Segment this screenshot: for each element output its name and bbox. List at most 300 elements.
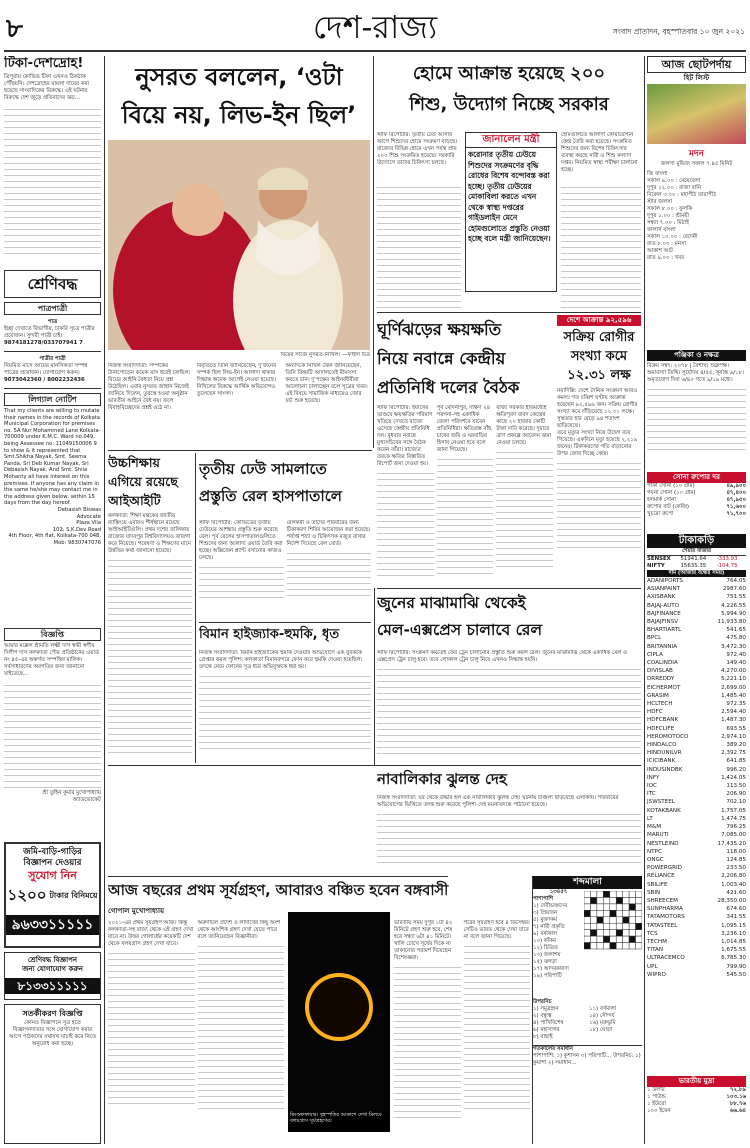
stock-row [647, 618, 746, 626]
crossword-cell[interactable] [597, 930, 603, 936]
crossword-cell[interactable] [597, 891, 603, 897]
panjika [647, 350, 746, 470]
eclipse-body-col1: ২০২১-এর প্রথম সূর্যগ্রহণ আজ। কিন্তু কলকাতা-সহ রাজ্য থেকে এই গ্রহণ দেখা যাবে না। উত্তর গোলার্ধের কয়েকটি দেশ থেকে বলয়গ্রাস গ্রহণ দেখা যাবে। [108, 920, 194, 947]
across-clue: ১) দেবীভক্তদের [533, 903, 568, 909]
across-clue: ১৫) ঝগড়া [533, 959, 557, 965]
gold-price: ৪৯,৯০০ [726, 483, 746, 489]
active-cases-kicker: দেশে আক্রান্ত ৯২,৫৯৬ [557, 315, 641, 326]
crossword-cell[interactable] [603, 930, 609, 936]
stock-row [647, 651, 746, 659]
crossword-cell[interactable] [623, 917, 629, 923]
stock-row [647, 741, 746, 749]
crossword-cell[interactable] [590, 891, 596, 897]
stock-price: 764.05 [726, 578, 746, 584]
stock-price: 2,699.00 [721, 684, 746, 691]
crossword-across-list [533, 903, 584, 980]
solar-eclipse-ring-image [288, 912, 390, 1112]
active-cases-headline: সক্রিয় রোগীর সংখ্যা কমে ১২.৩১ লক্ষ [563, 330, 635, 383]
stock-row [647, 659, 746, 667]
stock-price: 674.60 [726, 906, 746, 913]
stock-price: 1,675.55 [721, 947, 746, 954]
crossword-cell[interactable] [597, 910, 603, 916]
dateline: সংবাদ প্রতিদিন, বৃহস্পতিবার ১০ জুন ২০২১ [612, 28, 745, 35]
crossword-cell[interactable] [623, 897, 629, 903]
crossword-cell[interactable] [616, 910, 622, 916]
stock-name: HDFC [647, 709, 663, 716]
down-clue: ১১) বর্ণমালা [589, 1006, 617, 1012]
stock-name: INFY [647, 774, 660, 781]
across-clue: ১৩) জলাশয় [533, 952, 561, 958]
channel-row: সকাল ৮.০০ : ফুলকি [647, 206, 693, 212]
iit-headline: উচ্চশিক্ষায় এগিয়ে রয়েছে আইআইটি [108, 455, 178, 508]
stock-name: GRASIM [647, 692, 669, 699]
legal-heading: লিগ্যাল নোটিশ [4, 393, 101, 406]
channel-row: সন্ধ্যা ৭.০০ : মিঠাই [647, 220, 689, 226]
crossword-cell[interactable] [597, 904, 603, 910]
classified-contact-phone[interactable]: ৮১৩৩১১১১১ [5, 978, 100, 994]
down-clue: ১৪) সৌন্দর্য [589, 1013, 615, 1019]
gold-item: রুপোর বাট (কেজি) [647, 504, 689, 510]
crossword-cell[interactable] [584, 943, 590, 949]
homes-body-col1: স্টাফ রিপোর্টার: তৃতীয় ঢেউ আসার আগে শিশুদের হোমে সংক্রমণ বাড়ছে। রাজ্যের বিভিন্ন হোমে এখন পর্যন্ত প্রায় ২০০ শিশু সংক্রমিত হয়েছে। সরকারি উদ্যোগে তাদের চিকিৎসা চলছে। [377, 132, 458, 166]
channel-row: সকাল ৯.০০ : মেয়েবেলা [647, 178, 701, 184]
fx-currency: ১ ডলার [647, 1087, 665, 1093]
bimaan-body-text: নিজস্ব সংবাদদাতা: বিমান হাইজ্যাকের হুমকি দেওয়ার অভিযোগে এক যুবককে গ্রেপ্তার করল পুলিশ। কলকাতা বিমানবন্দরে ফোন করে হুমকি দেওয়া হয়েছিল। তদন্তে নেমে ফোনের সূত্র ধরে অভিযুক্তকে ধরা হয়। [199, 650, 363, 670]
crossword-cell[interactable] [629, 910, 635, 916]
stock-row [647, 946, 746, 954]
channel-row: রাত ৯.০০ : খবর [647, 255, 685, 261]
stock-row [647, 913, 746, 921]
page-number: ৮ [6, 14, 23, 44]
stock-name: BAJAJFINSV [647, 619, 679, 626]
trains-body-text: স্টাফ রিপোর্টার: সংক্রমণ কমতেই ফের ট্রেন চালানোর প্রস্তুতি শুরু করল রেল। জুনের মাঝামাঝি থেকে একাধিক মেল ও এক্সপ্রেস ট্রেন চালু হবে। তবে লোকাল ট্রেন চালু নিয়ে এখনও সিদ্ধান্ত হয়নি। [377, 650, 627, 663]
bigyapti-heading: বিজ্ঞপ্তি [4, 628, 101, 641]
down-clue: ১৬) মরুভূমি [589, 1020, 616, 1026]
crossword-cell[interactable] [616, 891, 622, 897]
crossword-cell[interactable] [584, 891, 590, 897]
crossword-cell[interactable] [616, 897, 622, 903]
crossword-cell[interactable] [590, 904, 596, 910]
channel-row: রাত ৮.০০ : মনসা [647, 241, 687, 247]
crossword-cell[interactable] [590, 923, 596, 929]
gold-title: সোনা রুপোর দর [647, 472, 746, 483]
stock-row [647, 692, 746, 700]
patra-phone: 9874181278/033707941 7 [4, 340, 83, 346]
stock-price: 702.10 [726, 799, 746, 806]
channel-row: আকাশ আট [647, 248, 673, 254]
crossword-cell[interactable] [590, 897, 596, 903]
stock-header: দাম (আজার বন্ধের সময়) [647, 570, 746, 577]
crossword-cell[interactable] [629, 923, 635, 929]
gold-price: ৪৭,৪০০ [726, 490, 746, 496]
crossword-cell[interactable] [616, 923, 622, 929]
stock-row [647, 725, 746, 733]
stock-price: 972.35 [726, 701, 746, 708]
patri-phone: 9073042360 / 8002232436 [4, 377, 85, 383]
stock-price: 206.90 [726, 791, 746, 798]
stock-row [647, 856, 746, 864]
bigyapti-body: আমার মক্কেল শ্রীমতি লক্ষ্মী দাস স্বামী স্বর্গীয় দিলীপ দাস কলকাতা পৌর প্রতিষ্ঠানের ওয়ার্ড নং ৪৫-এর অন্তর্গত সম্পত্তির মালিক। সর্বসাধারণের অবগতির জন্য জানানো যাইতেছে… [4, 643, 99, 677]
stock-price: 6,785.30 [721, 955, 746, 962]
crossword-cell[interactable] [597, 936, 603, 942]
index-name: NIFTY [647, 563, 665, 569]
channel-row: বিকেল ৩.০০ : মহাপীঠ তারাপীঠ [647, 192, 717, 198]
stock-name: SHREECEM [647, 897, 678, 904]
stock-price: 124.85 [726, 856, 746, 863]
crossword-cell[interactable] [623, 930, 629, 936]
index-value: 15635.35 [680, 563, 707, 569]
stock-row [647, 831, 746, 839]
down-clue: ১) সমুদ্রস্নান [533, 1006, 559, 1012]
crossword-cell[interactable] [616, 930, 622, 936]
crossword-grid [584, 889, 642, 995]
stock-name: NESTLEIND [647, 840, 679, 847]
down-clue: ৬) মহাসাগর [533, 1027, 560, 1033]
stock-row [647, 905, 746, 913]
minor-body-text: নিজস্ব সংবাদদাতা: ঘর থেকে উদ্ধার হল এক নাবালিকার ঝুলন্ত দেহ। ঘটনায় চাঞ্চল্য ছড়িয়েছে এলাকায়। পরিবারের অভিযোগের ভিত্তিতে তদন্ত শুরু করেছে পুলিশ। দেহ ময়নাতদন্তে পাঠানো হয়েছে। [377, 795, 619, 808]
stock-name: HINDALCO [647, 742, 677, 749]
crossword-cell[interactable] [590, 936, 596, 942]
stock-name: TATASTEEL [647, 922, 678, 929]
hit-list-label: হিট লিস্ট [683, 74, 710, 82]
gold-row [647, 497, 746, 504]
crossword-grid-image[interactable] [584, 891, 642, 991]
across-clue: ৫) মুক্তাকর্ম [533, 917, 557, 923]
rail-body [199, 520, 371, 620]
stock-price: 641.85 [726, 758, 746, 765]
stock-price: 2,974.10 [721, 733, 746, 740]
crossword-cell[interactable] [584, 930, 590, 936]
crossword-cell[interactable] [629, 891, 635, 897]
crossword-title: শব্দমালা [533, 876, 642, 889]
homes-headline: হোমে আক্রান্ত হয়েছে ২০০ শিশু, উদ্যোগ নিচ্ছে সরকার [409, 63, 609, 115]
crossword-cell[interactable] [629, 897, 635, 903]
crossword-cell[interactable] [610, 917, 616, 923]
crossword-cell[interactable] [629, 917, 635, 923]
stock-name: TCS [647, 930, 658, 937]
crossword-cell[interactable] [616, 936, 622, 942]
crossword-cell[interactable] [603, 943, 609, 949]
crossword-cell[interactable] [584, 897, 590, 903]
stock-price: 1,014.85 [721, 938, 746, 945]
film-info: জলসা মুভিজ সকাল ৭.৪৫ মিনিট [660, 161, 733, 167]
crossword-cell[interactable] [610, 943, 616, 949]
minister-box-body: করোনার তৃতীয় ঢেউয়ে শিশুদের সংক্রমণের বৃদ্ধি রোধের বিশেষ বন্দোবস্ত করা হচ্ছে। তৃতীয় ঢেউয়ের মোকাবিলা করতে এখন থেকে স্বাস্থ্য দপ্তরের গাইডলাইন মেনে হোমগুলোতে প্রস্তুতি নেওয়া হচ্ছে বলে মন্ত্রী জানিয়েছেন। [468, 150, 551, 243]
stock-row [647, 585, 746, 593]
iit-body: কলকাতা: শিক্ষা মন্ত্রকের জাতীয় র‌্যাঙ্কিংয়ে এবারও শীর্ষস্থানে রয়েছে আইআইটিগুলি। প্রথম দশের তালিকায় রাজ্যের যাদবপুর বিশ্ববিদ্যালয়ও জায়গা করে নিয়েছে। গবেষণা ও শিক্ষণের মানে উন্নতির কথা জানানো হয়েছে। [108, 513, 191, 554]
crossword-cell[interactable] [636, 891, 642, 897]
patri-body: নিয়মিত মাসে আয়ের মানসিকতা সম্পন্ন পাত্রের প্রয়োজন। যোগাযোগ করুন। [4, 363, 88, 376]
legal-body: That my clients are willing to mutate their names in the records of Kolkata Municipal Corporation for premises no. 5A Nur Mohammed Lane Kolkata-700009 under K.M.C. Ward no.049, being Assessee no: 11049150006 9 to show & it represented that Smt.Shikha Nayak, Smt. Seema Panda, Sri Deb Kumar Nayak, Sri Debasish Nayak. And Smt. Shila Mohanty all have interest on this premises. If anyone has any claim in the same he/she may contact me in the address given below, within 15 days from the day hereof. [4, 408, 101, 507]
channel-list [647, 171, 746, 262]
stock-row [647, 733, 746, 741]
channel-row: দুপুর ১২.০০ : রাজা রানি [647, 185, 702, 191]
stock-price: 233.50 [726, 865, 746, 872]
index-table [647, 556, 746, 570]
crossword-cell[interactable] [597, 943, 603, 949]
crossword-cell[interactable] [597, 897, 603, 903]
crossword-cell[interactable] [636, 923, 642, 929]
stock-price: 475.80 [726, 635, 746, 642]
property-ad-price: ১২০০ [7, 886, 47, 904]
channel-row: জি বাংলা [647, 171, 668, 177]
channel-row: স্টার জলসা [647, 199, 673, 205]
eclipse-headline: আজ বছরের প্রথম সূর্যগ্রহণ, আবারও বঞ্চিত হবেন বঙ্গবাসী [108, 883, 449, 899]
crossword-cell[interactable] [610, 897, 616, 903]
stock-row [647, 872, 746, 880]
stock-row [647, 577, 746, 585]
crossword-cell[interactable] [584, 917, 590, 923]
stock-price: 751.55 [726, 594, 746, 601]
stock-name: HDFCBANK [647, 717, 679, 724]
crossword-cell[interactable] [623, 904, 629, 910]
stock-row [647, 864, 746, 872]
crossword-cell[interactable] [629, 936, 635, 942]
stock-row [647, 848, 746, 856]
fx-rate: ১০৩.১৬ [726, 1094, 746, 1100]
stock-price: 3,472.30 [721, 643, 746, 650]
eclipse-caption: রিংঅফফায়ার। বৃহস্পতির আকাশে দেখা মিলবে বলয়গ্রাস সূর্যগ্রহণের। [290, 1112, 382, 1124]
crossword-cell[interactable] [597, 917, 603, 923]
stock-name: INDUSINDBK [647, 766, 683, 773]
crossword-cell[interactable] [603, 936, 609, 942]
stock-name: JSWSTEEL [647, 799, 675, 806]
crossword-answers: পাশাপাশি: ১) কুশাসন ৩) পরিপাটি… উপরনিচ: ১) কুয়াশা ২) সমাধান… [533, 1053, 641, 1066]
stock-price: 2,206.80 [721, 873, 746, 880]
stock-name: TECHM [647, 938, 667, 945]
crossword-cell[interactable] [590, 917, 596, 923]
legal-advocate: Debasish Biswas Advocate Plaza Vila 102, S.K.Dev Road 4th Floor, 4th flat, Kolkata-700 048. Mob: 9830747076 [8, 506, 101, 546]
index-row [647, 556, 746, 563]
gold-price: ৪৭,৯৫০ [726, 497, 746, 503]
stock-name: BAJAJ-AUTO [647, 602, 680, 609]
stock-price: 541.65 [726, 627, 746, 634]
crossword-cell[interactable] [590, 930, 596, 936]
crossword-cell[interactable] [610, 904, 616, 910]
crossword-cell[interactable] [636, 910, 642, 916]
stock-name: TATAMOTORS [647, 914, 685, 921]
panjika-title: পঞ্জিকা ও নক্ষত্র [647, 350, 746, 361]
stock-price: 796.25 [726, 824, 746, 831]
cyclone-headline: ঘূর্ণিঝড়ের ক্ষয়ক্ষতি নিয়ে নবান্নে কেন্দ্রীয় প্রতিনিধি দলের বৈঠক [377, 320, 520, 397]
stock-row [647, 716, 746, 724]
crossword-cell[interactable] [636, 917, 642, 923]
property-ad-price-label: টাকার বিনিময়ে [49, 891, 98, 900]
crossword-cell[interactable] [636, 897, 642, 903]
stock-row [647, 823, 746, 831]
stock-name: M&M [647, 824, 662, 831]
crossword-cell[interactable] [603, 910, 609, 916]
crossword-cell[interactable] [623, 923, 629, 929]
stock-row [647, 938, 746, 946]
crossword-cell[interactable] [629, 930, 635, 936]
stock-row [647, 790, 746, 798]
eclipse-body-col3: ভারতীয় সময় দুপুর ১টা ৪২ মিনিটে গ্রহণ শুরু হবে, শেষ হবে সন্ধ্যা ৬টা ৪১ মিনিটে। খালি চোখে সূর্যের দিকে না তাকানোর পরামর্শ দিয়েছেন বিশেষজ্ঞরা। [394, 920, 453, 961]
stock-name: BHARTIARTL [647, 627, 682, 634]
crossword-cell[interactable] [636, 936, 642, 942]
stock-price: 113.50 [726, 783, 746, 790]
crossword-cell[interactable] [584, 936, 590, 942]
stock-row [647, 889, 746, 897]
stock-row [647, 774, 746, 782]
patra-sub: পাত্র [47, 319, 58, 325]
homes-body [377, 132, 641, 310]
stock-name: SUNPHARMA [647, 906, 683, 913]
stock-price: 972.40 [726, 651, 746, 658]
stock-row [647, 626, 746, 634]
stock-name: WIPRO [647, 971, 666, 978]
eclipse-body-col4: পরের সূর্যগ্রহণ হবে ৪ ডিসেম্বর। সেটিও ভারত থেকে দেখা যাবে না বলে জানা গিয়েছে। [463, 920, 530, 940]
index-value: 51941.64 [680, 556, 707, 562]
crossword-cell[interactable] [610, 910, 616, 916]
warning-title: সতর্কীকরণ বিজ্ঞপ্তি [22, 1009, 83, 1018]
stock-price: 149.40 [726, 660, 746, 667]
stock-name: AXISBANK [647, 594, 676, 601]
crossword-cell[interactable] [597, 923, 603, 929]
stock-name: SBILIFE [647, 881, 668, 888]
crossword-cell[interactable] [590, 910, 596, 916]
stock-name: ITC [647, 791, 656, 798]
warning-notice [4, 1004, 101, 1144]
crossword-down-list [533, 1006, 642, 1041]
stock-name: HCLTECH [647, 701, 673, 708]
gold-item: হলমার্ক সোনা [647, 497, 676, 503]
stock-row [647, 954, 746, 962]
iit-story [108, 453, 192, 763]
crossword-cell[interactable] [610, 930, 616, 936]
across-clue: ১২) চিত্রিত [533, 945, 558, 951]
crossword-cell[interactable] [603, 923, 609, 929]
property-ad[interactable] [4, 842, 101, 948]
stock-row [647, 708, 746, 716]
crossword-cell[interactable] [636, 943, 642, 949]
stock-name: LT [647, 815, 653, 822]
section-title: দেশ-রাজ্য [312, 8, 438, 46]
crossword-cell[interactable] [610, 936, 616, 942]
crossword-cell[interactable] [616, 943, 622, 949]
crossword-cell[interactable] [603, 917, 609, 923]
fx-rate: ৬৬.৬৪ [729, 1108, 746, 1114]
crossword-cell[interactable] [610, 923, 616, 929]
fx-currency: ১ পাউন্ড [647, 1094, 666, 1100]
tika-box [4, 56, 101, 256]
stock-table [647, 577, 746, 979]
active-cases-body2: তবে মৃত্যুর সংখ্যা নিয়ে উদ্বেগ রয়ে গিয়েছে। একদিনে মৃত্যু হয়েছে ২,২১৯ জনের। টিকাকরণের গতি বাড়ানোর উপর জোর দিচ্ছে কেন্দ্র। [557, 430, 638, 457]
crossword-cell[interactable] [610, 891, 616, 897]
down-clue: ৪) পাখিবিশেষ [533, 1020, 564, 1026]
nusrat-wedding-photo [108, 140, 370, 350]
cyclone-body [377, 405, 553, 585]
channel-row: সকাল ১০.০০ : বেদেনী [647, 234, 698, 240]
stock-row [647, 634, 746, 642]
crossword-cell[interactable] [636, 904, 642, 910]
tv-listings [647, 56, 746, 346]
stock-row [647, 593, 746, 601]
stock-price: 2,392.75 [721, 750, 746, 757]
bigyapti [4, 628, 101, 838]
crossword-cell[interactable] [636, 930, 642, 936]
tika-title: টিকা-দেশদ্রোহ! [4, 56, 84, 71]
crossword-cell[interactable] [590, 943, 596, 949]
stock-price: 5,221.10 [721, 676, 746, 683]
market-sub: শেয়ার বাজার [647, 548, 746, 556]
crossword-cell[interactable] [603, 904, 609, 910]
crossword-cell[interactable] [623, 891, 629, 897]
crossword-cell[interactable] [584, 910, 590, 916]
fx-currency: ১ ইউরো [647, 1101, 666, 1107]
stock-row [647, 881, 746, 889]
property-ad-phone[interactable]: ৯৬৩৩১১১১১ [6, 915, 99, 935]
crossword-cell[interactable] [584, 904, 590, 910]
nusrat-caption-row [108, 352, 370, 362]
down-clue: ২) বন্ধুত্ব [533, 1013, 552, 1019]
stock-price: 28,350.00 [717, 897, 746, 904]
crossword-cell[interactable] [623, 910, 629, 916]
nusrat-caption-credit: —ফাইল চিত্র [342, 352, 370, 358]
patri-heading: পাত্রীর পাত্রী [39, 356, 66, 362]
stock-name: DIVISLAB [647, 668, 673, 675]
across-clue: ৯) বর্ষাকাল [533, 931, 558, 937]
stock-name: DRREDDY [647, 676, 675, 683]
market [647, 534, 746, 1074]
stock-price: 1,487.30 [721, 717, 746, 724]
crossword [532, 876, 642, 1144]
panjika-body: বিক্রম সম্বৎ: ২০৭৮ | বৈশাখ। শুক্লপক্ষ। অমাবস্যা তিথি। সূর্যোদয় ৪/৫৫, সূর্যাস্ত ৬/১৮। অমৃতযোগ দিবা ৬/৪০ গতে ৯/১৯ মধ্যে। [647, 363, 744, 383]
minister-box-title: জানালেন মন্ত্রী [466, 133, 556, 148]
crossword-cell[interactable] [603, 897, 609, 903]
crossword-cell[interactable] [616, 904, 622, 910]
stock-price: 1,424.05 [721, 774, 746, 781]
homes-body-col3: হোমগুলিতে আলাদা কোয়ারেন্টিন কেন্দ্র তৈরি করা হয়েছে। সংক্রমিত শিশুদের জন্য বিশেষ চিকিৎসার ব্যবস্থা করছে নারী ও শিশু কল্যাণ দপ্তর। নিয়মিত স্বাস্থ্য পরীক্ষা চালানো হচ্ছে। [561, 132, 638, 173]
classified-contact-ad[interactable] [4, 952, 101, 1000]
fx-title: ভারতীয় মুদ্রা [647, 1076, 746, 1087]
eclipse-photo [288, 912, 390, 1132]
stock-name: HINDUNILVR [647, 750, 682, 757]
stock-name: UPL [647, 963, 658, 970]
crossword-cell[interactable] [629, 904, 635, 910]
crossword-cell[interactable] [629, 943, 635, 949]
stock-row [647, 815, 746, 823]
classified-title: শ্রেণিবদ্ধ [27, 275, 78, 293]
stock-price: 545.50 [726, 971, 746, 978]
stock-name: EICHERMOT [647, 684, 681, 691]
bimaan-headline: বিমান হাইজ্যাক-হুমকি, ধৃত [199, 627, 340, 642]
stock-row [647, 766, 746, 774]
crossword-cell[interactable] [603, 891, 609, 897]
crossword-cell[interactable] [623, 943, 629, 949]
stock-name: BRITANNIA [647, 643, 678, 650]
stock-name: ADANIPORTS [647, 578, 683, 584]
stock-row [647, 840, 746, 848]
minor-headline: নাবালিকার ঝুলন্ত দেহ [377, 770, 507, 788]
stock-price: 118.00 [726, 848, 746, 855]
crossword-down-label: উপরনিচ [533, 999, 552, 1005]
stock-name: ULTRACEMCO [647, 955, 685, 962]
gold-item: গয়না সোনা (১০ গ্রাম) [647, 490, 696, 496]
stock-price: 2,594.40 [721, 709, 746, 716]
crossword-cell[interactable] [616, 917, 622, 923]
crossword-across-label: পাশাপাশি [533, 896, 553, 902]
patra-heading: পাত্রপাত্রী [4, 302, 101, 315]
tv-title: আজ ছোটপর্দায় [647, 56, 746, 73]
stock-row [647, 684, 746, 692]
stock-price: 799.90 [726, 963, 746, 970]
gold-row [647, 511, 746, 518]
crossword-cell[interactable] [584, 923, 590, 929]
fx-row [647, 1094, 746, 1101]
stock-price: 4,226.55 [721, 602, 746, 609]
crossword-cell[interactable] [623, 936, 629, 942]
